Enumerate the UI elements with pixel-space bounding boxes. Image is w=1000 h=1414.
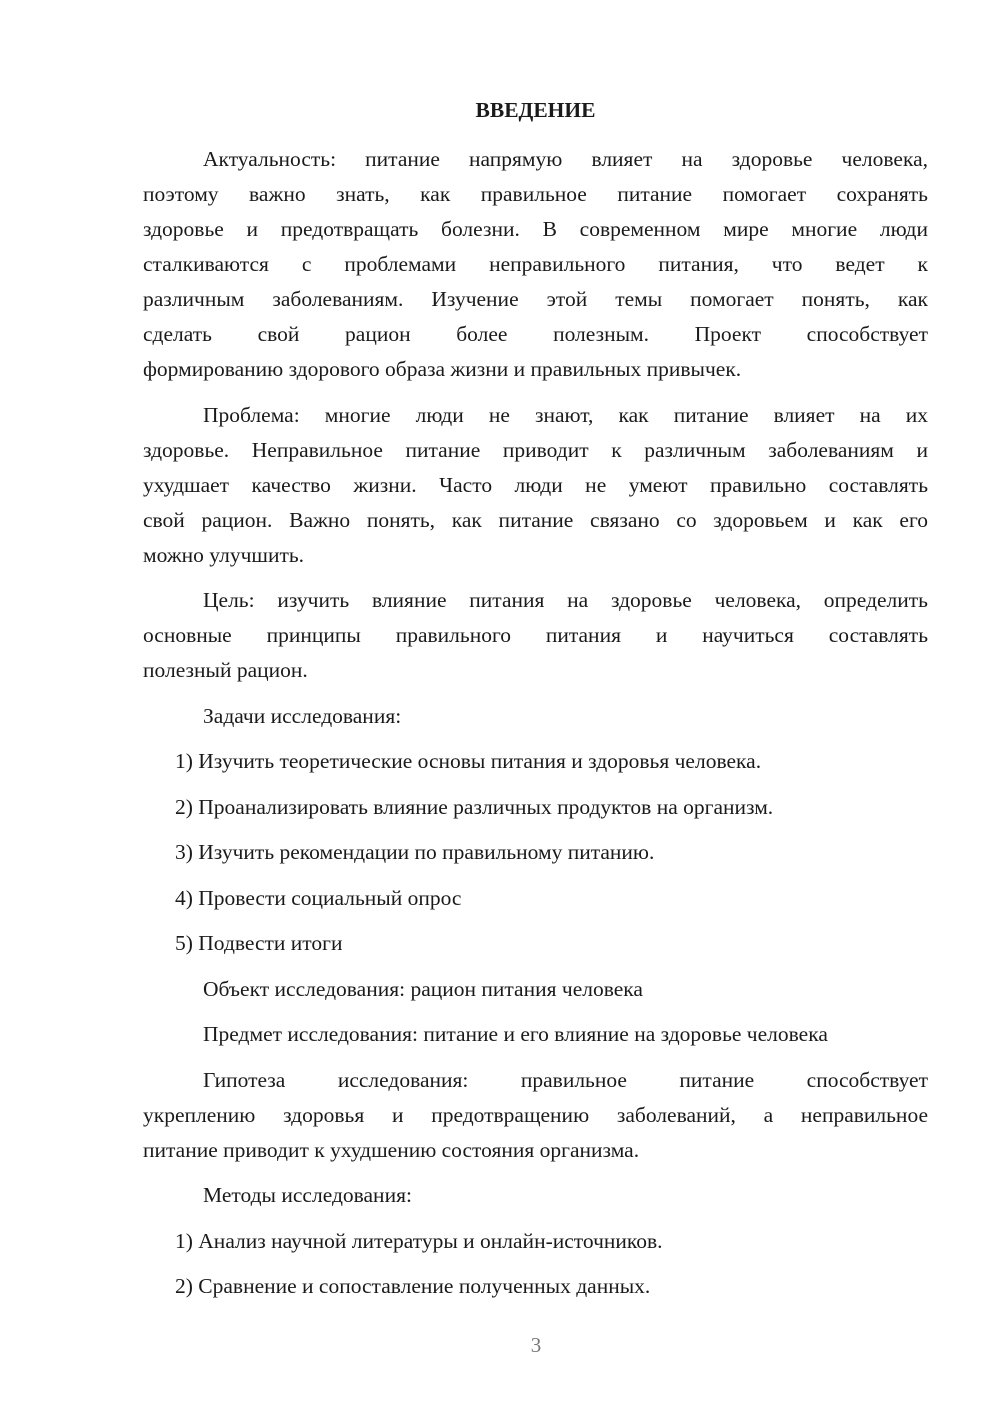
paragraph-problem — [143, 398, 928, 573]
paragraph-relevance — [143, 142, 928, 387]
page-number: 3 — [530, 1333, 542, 1357]
text-line: ухудшает качество жизни. Часто люди не умеют правильно составлять — [143, 472, 928, 497]
method-item: 2) Сравнение и сопоставление полученных данных. — [175, 1274, 651, 1298]
text-line: формированию здорового образа жизни и правильных привычек. — [143, 357, 742, 381]
paragraph-goal — [143, 583, 928, 688]
text-line: сделать свой рацион более полезным. Проект способствует — [143, 322, 928, 346]
text-line: Проблема: многие люди не знают, как питание влияет на их — [203, 402, 928, 427]
text-line: поэтому важно знать, как правильное питание помогает сохранять — [143, 182, 928, 206]
text-line: основные принципы правильного питания и научиться составлять — [143, 623, 928, 647]
task-item: 3) Изучить рекомендации по правильному питанию. — [175, 840, 655, 864]
text-line: укреплению здоровья и предотвращению заболеваний, а неправильное — [143, 1102, 928, 1127]
task-item: 2) Проанализировать влияние различных продуктов на организм. — [175, 794, 774, 819]
research-subject — [143, 1017, 928, 1052]
text-line: Предмет исследования: питание и его влияние на здоровье человека — [203, 1022, 828, 1046]
section-title: ВВЕДЕНИЕ — [475, 98, 596, 122]
text-line: различным заболеваниям. Изучение этой темы помогает понять, как — [143, 287, 928, 311]
text-line: Объект исследования: рацион питания человека — [203, 976, 643, 1001]
task-item: 4) Провести социальный опрос — [175, 885, 462, 910]
task-item: 1) Изучить теоретические основы питания и здоровья человека. — [175, 749, 762, 773]
research-object — [143, 972, 928, 1007]
method-item: 1) Анализ научной литературы и онлайн-источников. — [175, 1228, 663, 1253]
text-line: здоровье. Неправильное питание приводит к различным заболеваниям и — [143, 437, 928, 462]
tasks-heading — [143, 699, 928, 734]
text-line: Гипотеза исследования: правильное питание способствует — [203, 1067, 928, 1092]
methods-heading — [143, 1178, 928, 1213]
text-line: Цель: изучить влияние питания на здоровье человека, определить — [203, 588, 928, 612]
task-item: 5) Подвести итоги — [175, 931, 343, 955]
text-line: можно улучшить. — [143, 542, 305, 567]
text-line: Задачи исследования: — [203, 703, 402, 728]
text-line: здоровье и предотвращать болезни. В современном мире многие люди — [143, 217, 928, 241]
text-line: Методы исследования: — [203, 1183, 412, 1207]
text-line: Актуальность: питание напрямую влияет на здоровье человека, — [203, 147, 928, 171]
text-line: свой рацион. Важно понять, как питание связано со здоровьем и как его — [143, 507, 928, 532]
text-line: полезный рацион. — [143, 658, 308, 682]
paragraph-hypothesis — [143, 1063, 928, 1168]
text-line: питание приводит к ухудшению состояния организма. — [143, 1137, 640, 1162]
document-page — [143, 93, 928, 1315]
text-line: сталкиваются с проблемами неправильного питания, что ведет к — [143, 252, 928, 276]
